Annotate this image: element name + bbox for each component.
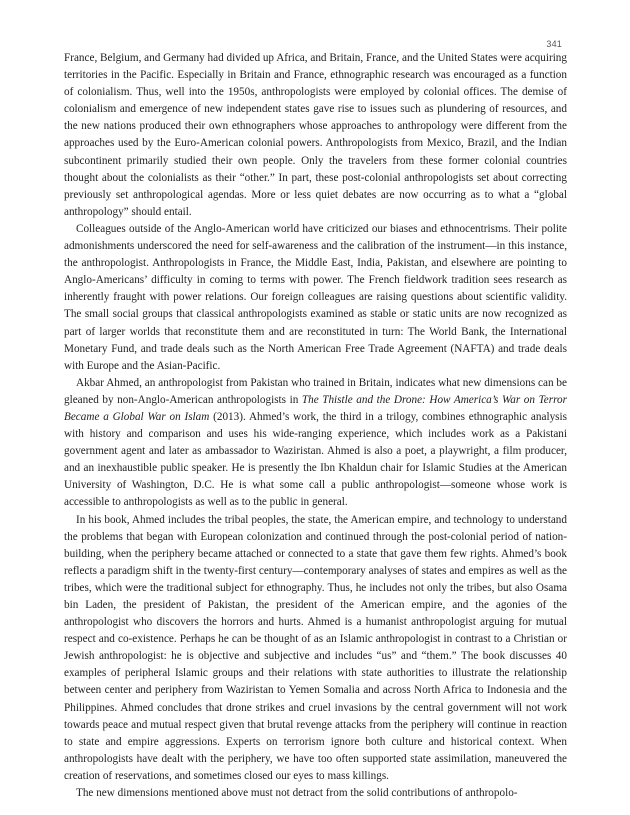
body-text	[64, 50, 567, 802]
book-title: The Thistle and the Drone: How America’s War on Terror Became a Global War on Islam	[64, 393, 567, 423]
paragraph-akbar-ahmed-intro: Akbar Ahmed, an anthropologist from Pakistan who trained in Britain, indicates what new dimensions can be gleaned by non-Anglo-American anthropologists in	[64, 376, 567, 406]
paragraph-ahmed-book: In his book, Ahmed includes the tribal peoples, the state, the American empire, and technology to understand the problems that began with European colonization and continued through the post-colonial period of nation-building, when the periphery became attached or connected to a state that gave them few rights. Ahmed’s book reflects a paradigm shift in the twenty-first century—contemporary analyses of states and empires as well as the tribes, which were the traditional subject for ethnography. Thus, he includes not only the tribes, but also Osama bin Laden, the president of Pakistan, the president of the American empire, and the agonies of the anthropologist who discovers the horrors and hurts. Ahmed is a humanist anthropologist arguing for mutual respect and co-existence. Perhaps he can be thought of as an Islamic anthropologist in contrast to a Christian or Jewish anthropologist: he is objective and subjective and includes “us” and “them.” The book discusses 40 examples of peripheral Islamic groups and their relations with state authorities to illustrate the relationship between center and periphery from Waziristan to Yemen Somalia and across North Africa to Indonesia and the Philippines. Ahmed concludes that drone strikes and cruel invasions by the central government will not work towards peace and mutual respect given that brutal revenge attacks from the periphery will continue in reaction to state and empire aggressions. Experts on terrorism ignore both culture and historical context. When anthropologists have dealt with the periphery, we have too often supported state assimilation, maneuvered the creation of reservations, and sometimes closed our eyes to mass killings.	[64, 513, 567, 782]
paragraph-akbar-ahmed-rest: (2013). Ahmed’s work, the third in a trilogy, combines ethnographic analysis with history and comparison and uses his wide-ranging experience, which includes work as a Pakistani government agent and later as ambassador to Waziristan. Ahmed is also a poet, a playwright, a film producer, and an inexhaustible public speaker. He is presently the Ibn Khaldun chair for Islamic Studies at the American University of Washington, D.C. He is what some call a public anthropologist—someone whose work is accessible to anthropologists as well as to the public in general.	[64, 410, 567, 509]
paragraph-akbar-ahmed	[64, 375, 567, 512]
page-number: 341	[546, 39, 562, 49]
paragraph-colonial-history: France, Belgium, and Germany had divided up Africa, and Britain, France, and the United States were acquiring territories in the Pacific. Especially in Britain and France, ethnographic research was encouraged as a function of colonialism. Thus, well into the 1950s, anthropologists were employed by colonial offices. The demise of colonialism and emergence of new independent states gave rise to issues such as plundering of resources, and the new nations produced their own ethnographers whose approaches to anthropology were different from the approaches used by the Euro-American colonial powers. Anthropologists from Mexico, Brazil, and the Indian subcontinent primarily studied their own people. Only the travelers from these former colonial countries thought about the colonialists as their “other.” In part, these post-colonial anthropologists set about correcting previously set anthropological agendas. More or less quiet debates are now occurring as to what a “global anthropology” should entail.	[64, 52, 567, 218]
paragraph-new-dimensions: The new dimensions mentioned above must not detract from the solid contributions of anthropolo-	[76, 787, 518, 800]
paragraph-foreign-colleagues: Colleagues outside of the Anglo-American world have criticized our biases and ethnocentrisms. Their polite admonishments underscored the need for self-awareness and the calibration of the instrument—in this instance, the anthropologist. Anthropologists in France, the Middle East, India, Pakistan, and elsewhere are pointing to Anglo-Americans’ difficulty in coming to terms with power. The French fieldwork tradition sees research as inherently fraught with power relations. Our foreign colleagues are raising questions about scientific validity. The small social groups that classical anthropologists examined as stable or static units are now recognized as part of larger worlds that reconstitute them and are reconstituted in turn: The World Bank, the International Monetary Fund, and trade deals such as the North American Free Trade Agreement (NAFTA) and trade deals with Europe and the Asian-Pacific.	[64, 222, 567, 372]
